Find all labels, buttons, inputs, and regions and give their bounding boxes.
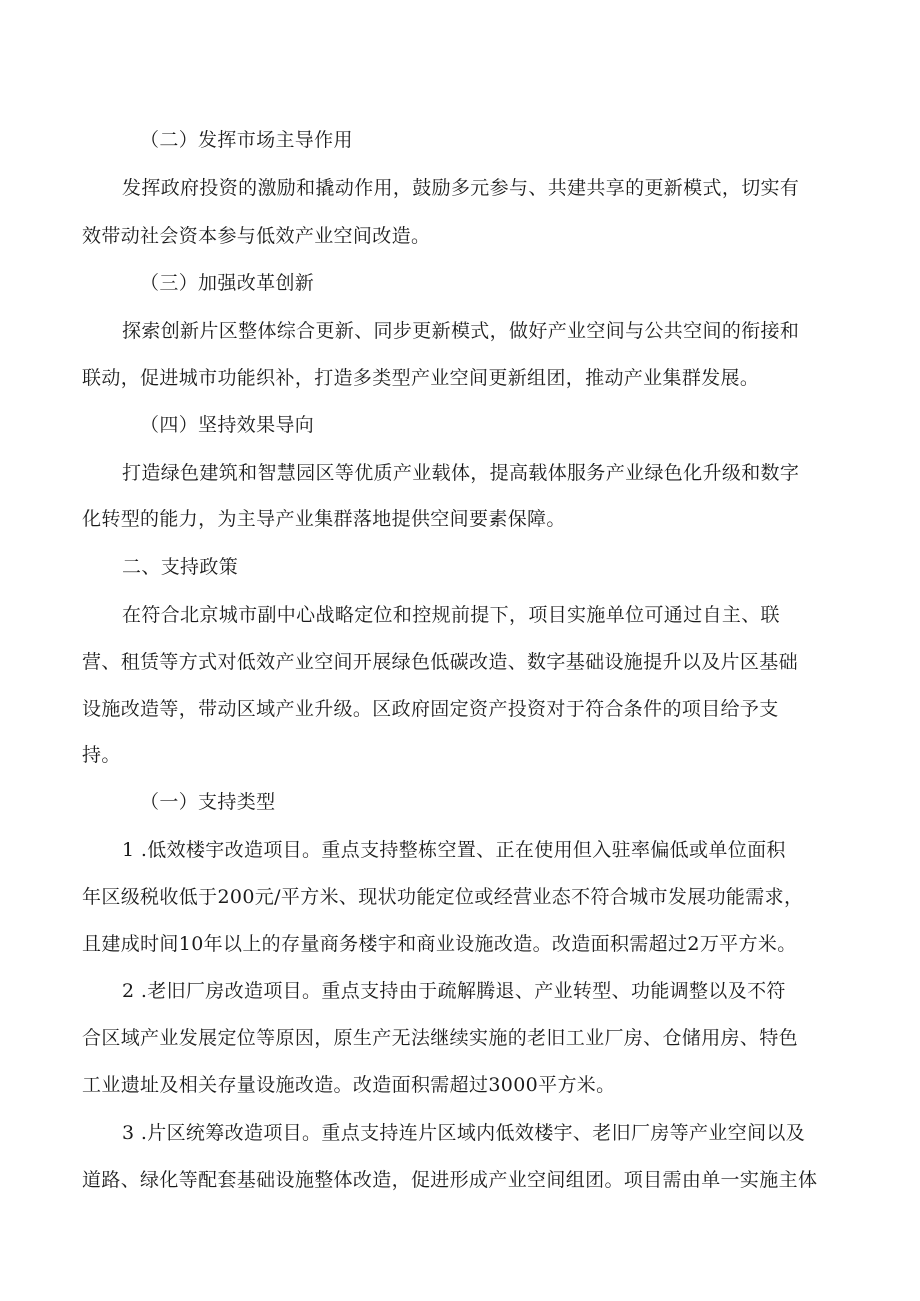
list-item-line: 合区域产业发展定位等原因，原生产无法继续实施的老旧工业厂房、仓储用房、特色 [82,1027,798,1049]
list-item-line: 1 .低效楼宇改造项目。重点支持整栋空置、正在使用但入驻率偏低或单位面积 [122,839,786,861]
paragraph-line: 探索创新片区整体综合更新、同步更新模式，做好产业空间与公共空间的衔接和 [122,320,800,342]
section-heading-reform: （三）加强改革创新 [140,272,315,294]
paragraph-line: 营、租赁等方式对低效产业空间开展绿色低碳改造、数字基础设施提升以及片区基础 [82,651,798,673]
section-heading-support-policy: 二、支持政策 [122,556,239,578]
paragraph-line: 持。 [82,744,121,766]
paragraph-line: 在符合北京城市副中心战略定位和控规前提下，项目实施单位可通过自主、联 [122,604,780,626]
paragraph-line: 设施改造等，带动区域产业升级。区政府固定资产投资对于符合条件的项目给予支 [82,698,779,720]
list-item-line: 且建成时间10年以上的存量商务楼宇和商业设施改造。改造面积需超过2万平方米。 [82,933,797,955]
list-item-line: 2 .老旧厂房改造项目。重点支持由于疏解腾退、产业转型、功能调整以及不符 [122,980,786,1002]
list-item-line: 道路、绿化等配套基础设施整体改造，促进形成产业空间组团。项目需由单一实施主体 [82,1169,818,1191]
paragraph-line: 效带动社会资本参与低效产业空间改造。 [82,225,431,247]
paragraph-line: 打造绿色建筑和智慧园区等优质产业载体，提高载体服务产业绿色化升级和数字 [122,462,800,484]
section-heading-market-role: （二）发挥市场主导作用 [140,129,353,151]
list-item-line: 工业遗址及相关存量设施改造。改造面积需超过3000平方米。 [82,1074,616,1096]
list-item-line: 3 .片区统筹改造项目。重点支持连片区域内低效楼宇、老旧厂房等产业空间以及 [122,1122,806,1144]
section-heading-support-types: （一）支持类型 [140,791,276,813]
paragraph-line: 化转型的能力，为主导产业集群落地提供空间要素保障。 [82,508,566,530]
section-heading-results: （四）坚持效果导向 [140,414,315,436]
paragraph-line: 联动，促进城市功能织补，打造多类型产业空间更新组团，推动产业集群发展。 [82,367,760,389]
paragraph-line: 发挥政府投资的激励和撬动作用，鼓励多元参与、共建共享的更新模式，切实有 [122,177,800,199]
list-item-line: 年区级税收低于200元/平方米、现状功能定位或经营业态不符合城市发展功能需求， [82,886,804,908]
